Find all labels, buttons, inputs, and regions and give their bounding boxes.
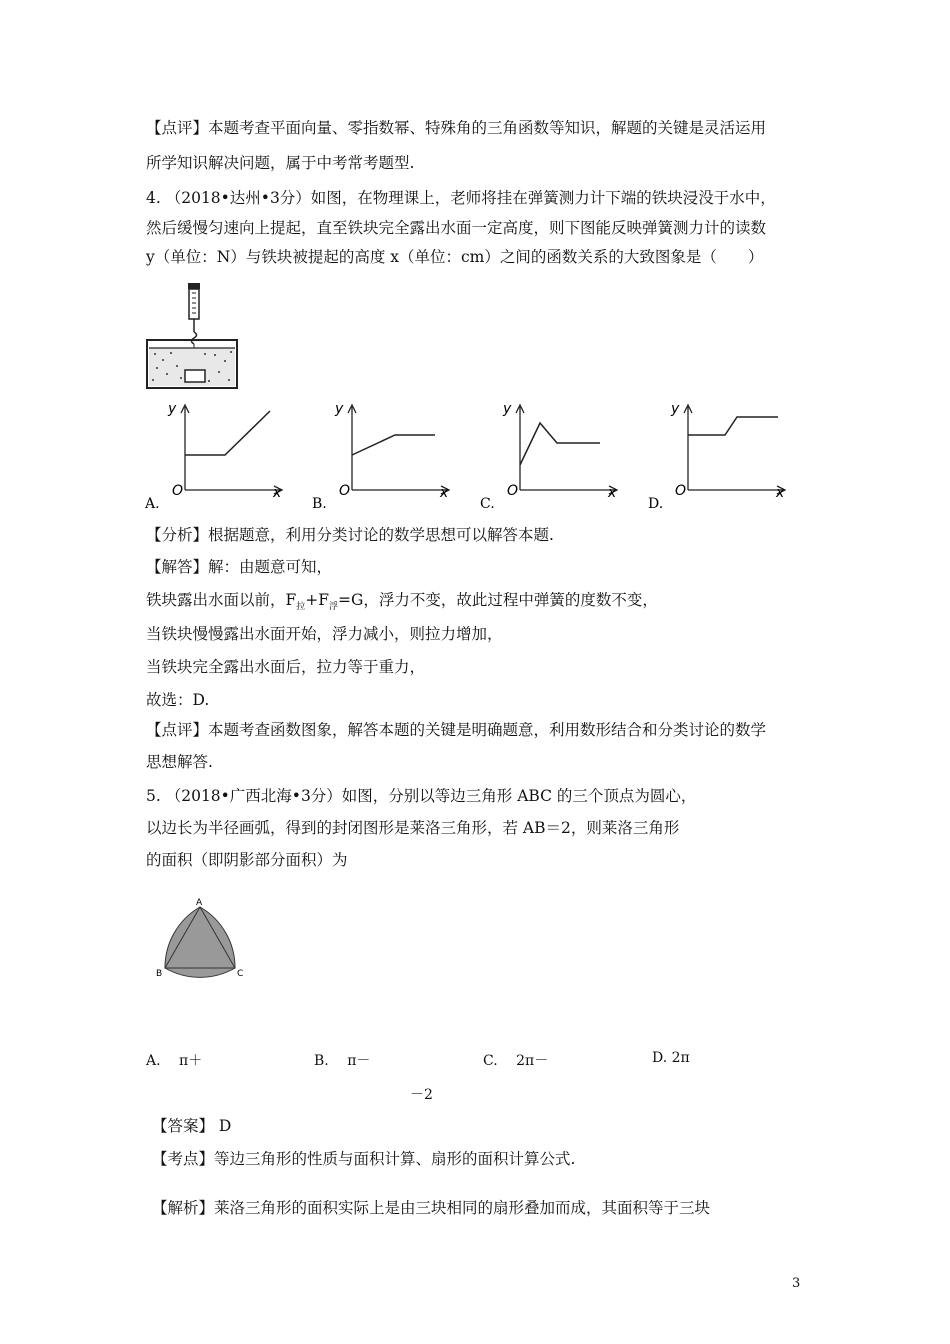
solution-step-2: 当铁块慢慢露出水面开始，浮力减小，则拉力增加， [146,625,503,643]
graph-d-y-label: y [671,401,680,417]
question-4-line-2: 然后缓慢匀速向上提起，直至铁块完全露出水面一定高度，则下图能反映弹簧测力计的读数 [146,219,767,237]
q5-option-b: B. π－ [314,1053,371,1069]
comment-line-1: 【点评】本题考查函数图象，解答本题的关键是明确题意，利用数形结合和分类讨论的数学 [146,721,767,739]
page-number: 3 [792,1276,801,1291]
graph-options [145,395,795,515]
solution-heading: 【解答】解：由题意可知， [146,558,333,576]
option-b-label: B. [312,496,327,512]
q5-option-c: C. 2π－ [483,1053,549,1069]
question-4-line-1: 4. （2018•达州•3分）如图，在物理课上，老师将挂在弹簧测力计下端的铁块浸没于水中， [146,189,776,207]
q5-option-extra: －2 [410,1087,433,1103]
graph-c [480,401,617,512]
solution-choice: 故选：D. [146,691,210,709]
analysis-line: 【分析】根据题意，利用分类讨论的数学思想可以解答本题. [146,526,554,544]
graph-b [312,401,449,512]
graph-c-y-label: y [503,401,512,417]
vertex-b-label: B [156,969,163,979]
graph-c-x-label: x [608,485,617,501]
graph-d [648,401,785,512]
review-line-2: 所学知识解决问题，属于中考常考题型. [146,154,415,172]
q5-option-a: A. π＋ [146,1053,203,1069]
graph-b-x-label: x [440,485,449,501]
graph-a [145,401,282,512]
q5-option-d: D. 2π [652,1050,690,1066]
question-5-line-3: 的面积（即阴影部分面积）为 [146,851,348,869]
solution-step-1: 铁块露出水面以前，$F_拉+F_浮=G$，浮力不变，故此过程中弹簧的度数不变， [146,591,658,612]
option-d-label: D. [648,496,664,512]
comment-line-2: 思想解答. [146,753,213,771]
graph-b-y-label: y [335,401,344,417]
graph-d-origin: O [675,483,687,499]
review-line-1: 【点评】本题考查平面向量、零指数幂、特殊角的三角函数等知识，解题的关键是灵活运用 [146,119,767,137]
vertex-a-label: A [196,898,203,908]
graph-d-x-label: x [776,485,785,501]
answer-line: 【答案】 D [152,1117,232,1135]
question-4-line-3: y（单位：N）与铁块被提起的高度 x（单位：cm）之间的函数关系的大致图象是（ ） [146,248,764,266]
reuleaux-triangle-figure [150,895,250,985]
question-5-line-2: 以边长为半径画弧，得到的封闭图形是莱洛三角形，若 AB＝2，则莱洛三角形 [146,819,680,837]
key-point-line: 【考点】等边三角形的性质与面积计算、扇形的面积计算公式. [152,1150,576,1168]
graph-a-origin: O [172,483,184,499]
graph-b-origin: O [339,483,351,499]
graph-c-origin: O [507,483,519,499]
vertex-c-label: C [237,969,244,979]
graph-a-x-label: x [273,485,282,501]
option-a-label: A. [145,496,160,512]
question-5-line-1: 5. （2018•广西北海•3分）如图，分别以等边三角形 ABC 的三个顶点为圆心， [146,787,697,805]
solution-step-3: 当铁块完全露出水面后，拉力等于重力， [146,658,426,676]
spring-scale-figure [145,282,240,390]
graph-a-y-label: y [168,401,177,417]
explanation-line: 【解析】莱洛三角形的面积实际上是由三块相同的扇形叠加而成，其面积等于三块 [152,1199,711,1217]
option-c-label: C. [480,496,495,512]
